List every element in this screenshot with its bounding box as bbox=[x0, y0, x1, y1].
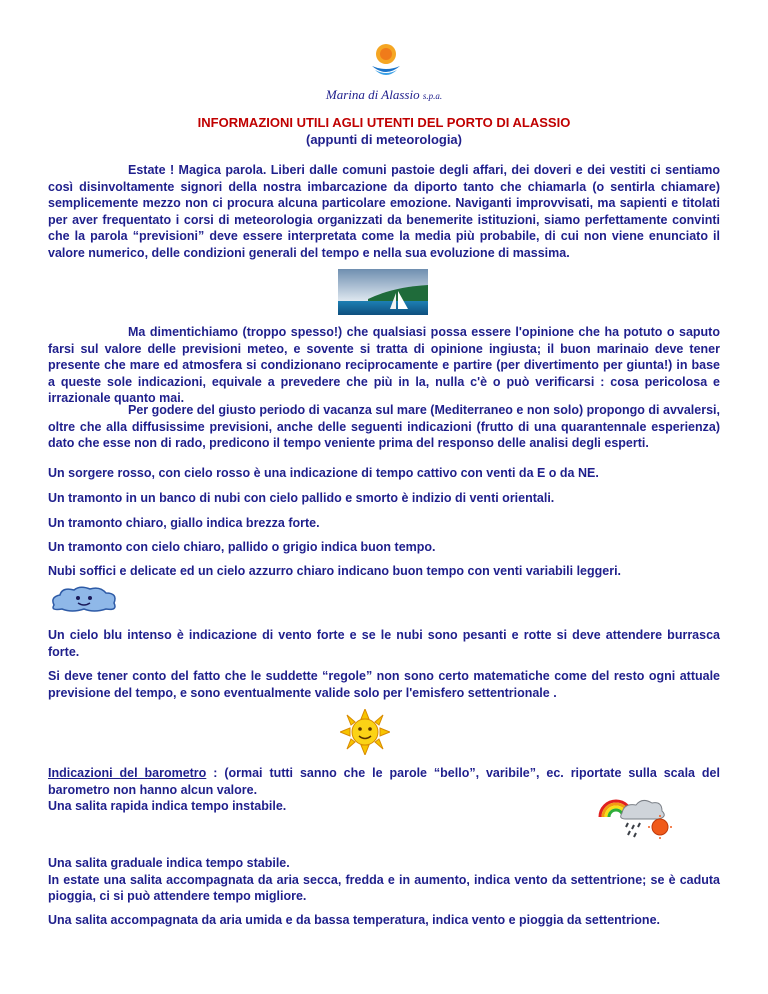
rule-2: Un tramonto in un banco di nubi con cielo pallido e smorto è indizio di venti orientali. bbox=[48, 491, 555, 505]
barometer-rule-2: In estate una salita accompagnata da aria secca, fredda e in aumento, indica vento da settentrione; se è caduta pioggia, ci si può attendere tempo migliore. bbox=[48, 872, 720, 904]
rule-7: Si deve tener conto del fatto che le suddette “regole” non sono certo matematiche come del resto ogni attuale previsione del tempo, e sono eventualmente valide solo per l'emisfero settentrionale . bbox=[48, 669, 720, 700]
smiling-cloud-icon bbox=[48, 585, 120, 613]
barometer-line-2: Una salita rapida indica tempo instabile. bbox=[48, 799, 287, 814]
seascape-sailboat-icon bbox=[338, 269, 428, 315]
rule-5: Nubi soffici e delicate ed un cielo azzurro chiaro indicano buon tempo con venti variabili leggeri. bbox=[48, 564, 622, 578]
company-suffix: s.p.a. bbox=[422, 91, 443, 101]
barometer-rules bbox=[48, 855, 720, 905]
barometer-rule-3: Una salita accompagnata da aria umida e da bassa temperatura, indica vento e pioggia da settentrione. bbox=[48, 913, 660, 927]
barometer-intro: : (ormai tutti sanno che le parole “bello”, varibile”, ec. riportate sulla scala del barometro non hanno alcun valore. bbox=[48, 766, 720, 797]
rule-6: Un cielo blu intenso è indicazione di vento forte e se le nubi sono pesanti e rotte si deve attendere burrasca forte. bbox=[48, 628, 720, 659]
barometer-rule-1: Una salita graduale indica tempo stabile. bbox=[48, 856, 290, 870]
rule-4: Un tramonto con cielo chiaro, pallido o grigio indica buon tempo. bbox=[48, 540, 436, 554]
paragraph-1: Estate ! Magica parola. Liberi dalle comuni pastoie degli affari, dei doveri e dei vestiti ci sentiamo così disinvoltamente signori della nostra imbarcazione da diporto tanto che chiamarla (o sentirla chiamare) semplicemente mezzo non ci procura alcuna particolare emozione. Naviganti improvvisati, ma sapienti e titolati per aver frequentato i corsi di meteorologia organizzati da benemerite istituzioni, siamo perfettamente convinti che la parola “previsioni” deve essere interpretata come la media più probabile, di cui non viene enunciato il valore numerico, delle condizioni generali del tempo e nella sua evoluzione di massima. bbox=[48, 163, 720, 260]
paragraph-3: Per godere del giusto periodo di vacanza sul mare (Mediterraneo e non solo) propongo di avvalersi, oltre che alla diffusissime previsioni, anche delle seguenti indicazioni (frutto di una quarantennale esperienza) dato che esse non di rado, predicono il tempo veniente prima del responso delle analisi degli esperti. bbox=[48, 403, 720, 451]
paragraph-2: Ma dimentichiamo (troppo spesso!) che qualsiasi possa essere l'opinione che ha potuto o saputo farsi sul valore delle previsioni meteo, e sovente si tratta di opinione ingiusta; il buon marinaio deve tener presente che mare ed atmosfera si condizionano reciprocamente e partire (per divertimento per giunta!) in base a queste sole indicazioni, equivale a prevedere che più in la, nulla c'è o può verificarsi : cosa pericolosa e irrazionale quanto mai. bbox=[48, 325, 720, 406]
document-title bbox=[0, 114, 768, 148]
sun-wave-logo-icon bbox=[368, 40, 404, 80]
barometer-heading: Indicazioni del barometro bbox=[48, 766, 207, 780]
title-line-2: (appunti di meteorologia) bbox=[306, 132, 462, 147]
rule-1: Un sorgere rosso, con cielo rosso è una indicazione di tempo cattivo con venti da E o da NE. bbox=[48, 466, 599, 480]
rainbow-rain-sun-icon bbox=[596, 795, 676, 841]
smiling-sun-icon bbox=[340, 709, 390, 755]
title-line-1: INFORMAZIONI UTILI AGLI UTENTI DEL PORTO DI ALASSIO bbox=[197, 115, 571, 130]
company-name-text: Marina di Alassio bbox=[325, 87, 420, 102]
rule-3: Un tramonto chiaro, giallo indica brezza forte. bbox=[48, 516, 320, 530]
company-name bbox=[0, 87, 768, 103]
